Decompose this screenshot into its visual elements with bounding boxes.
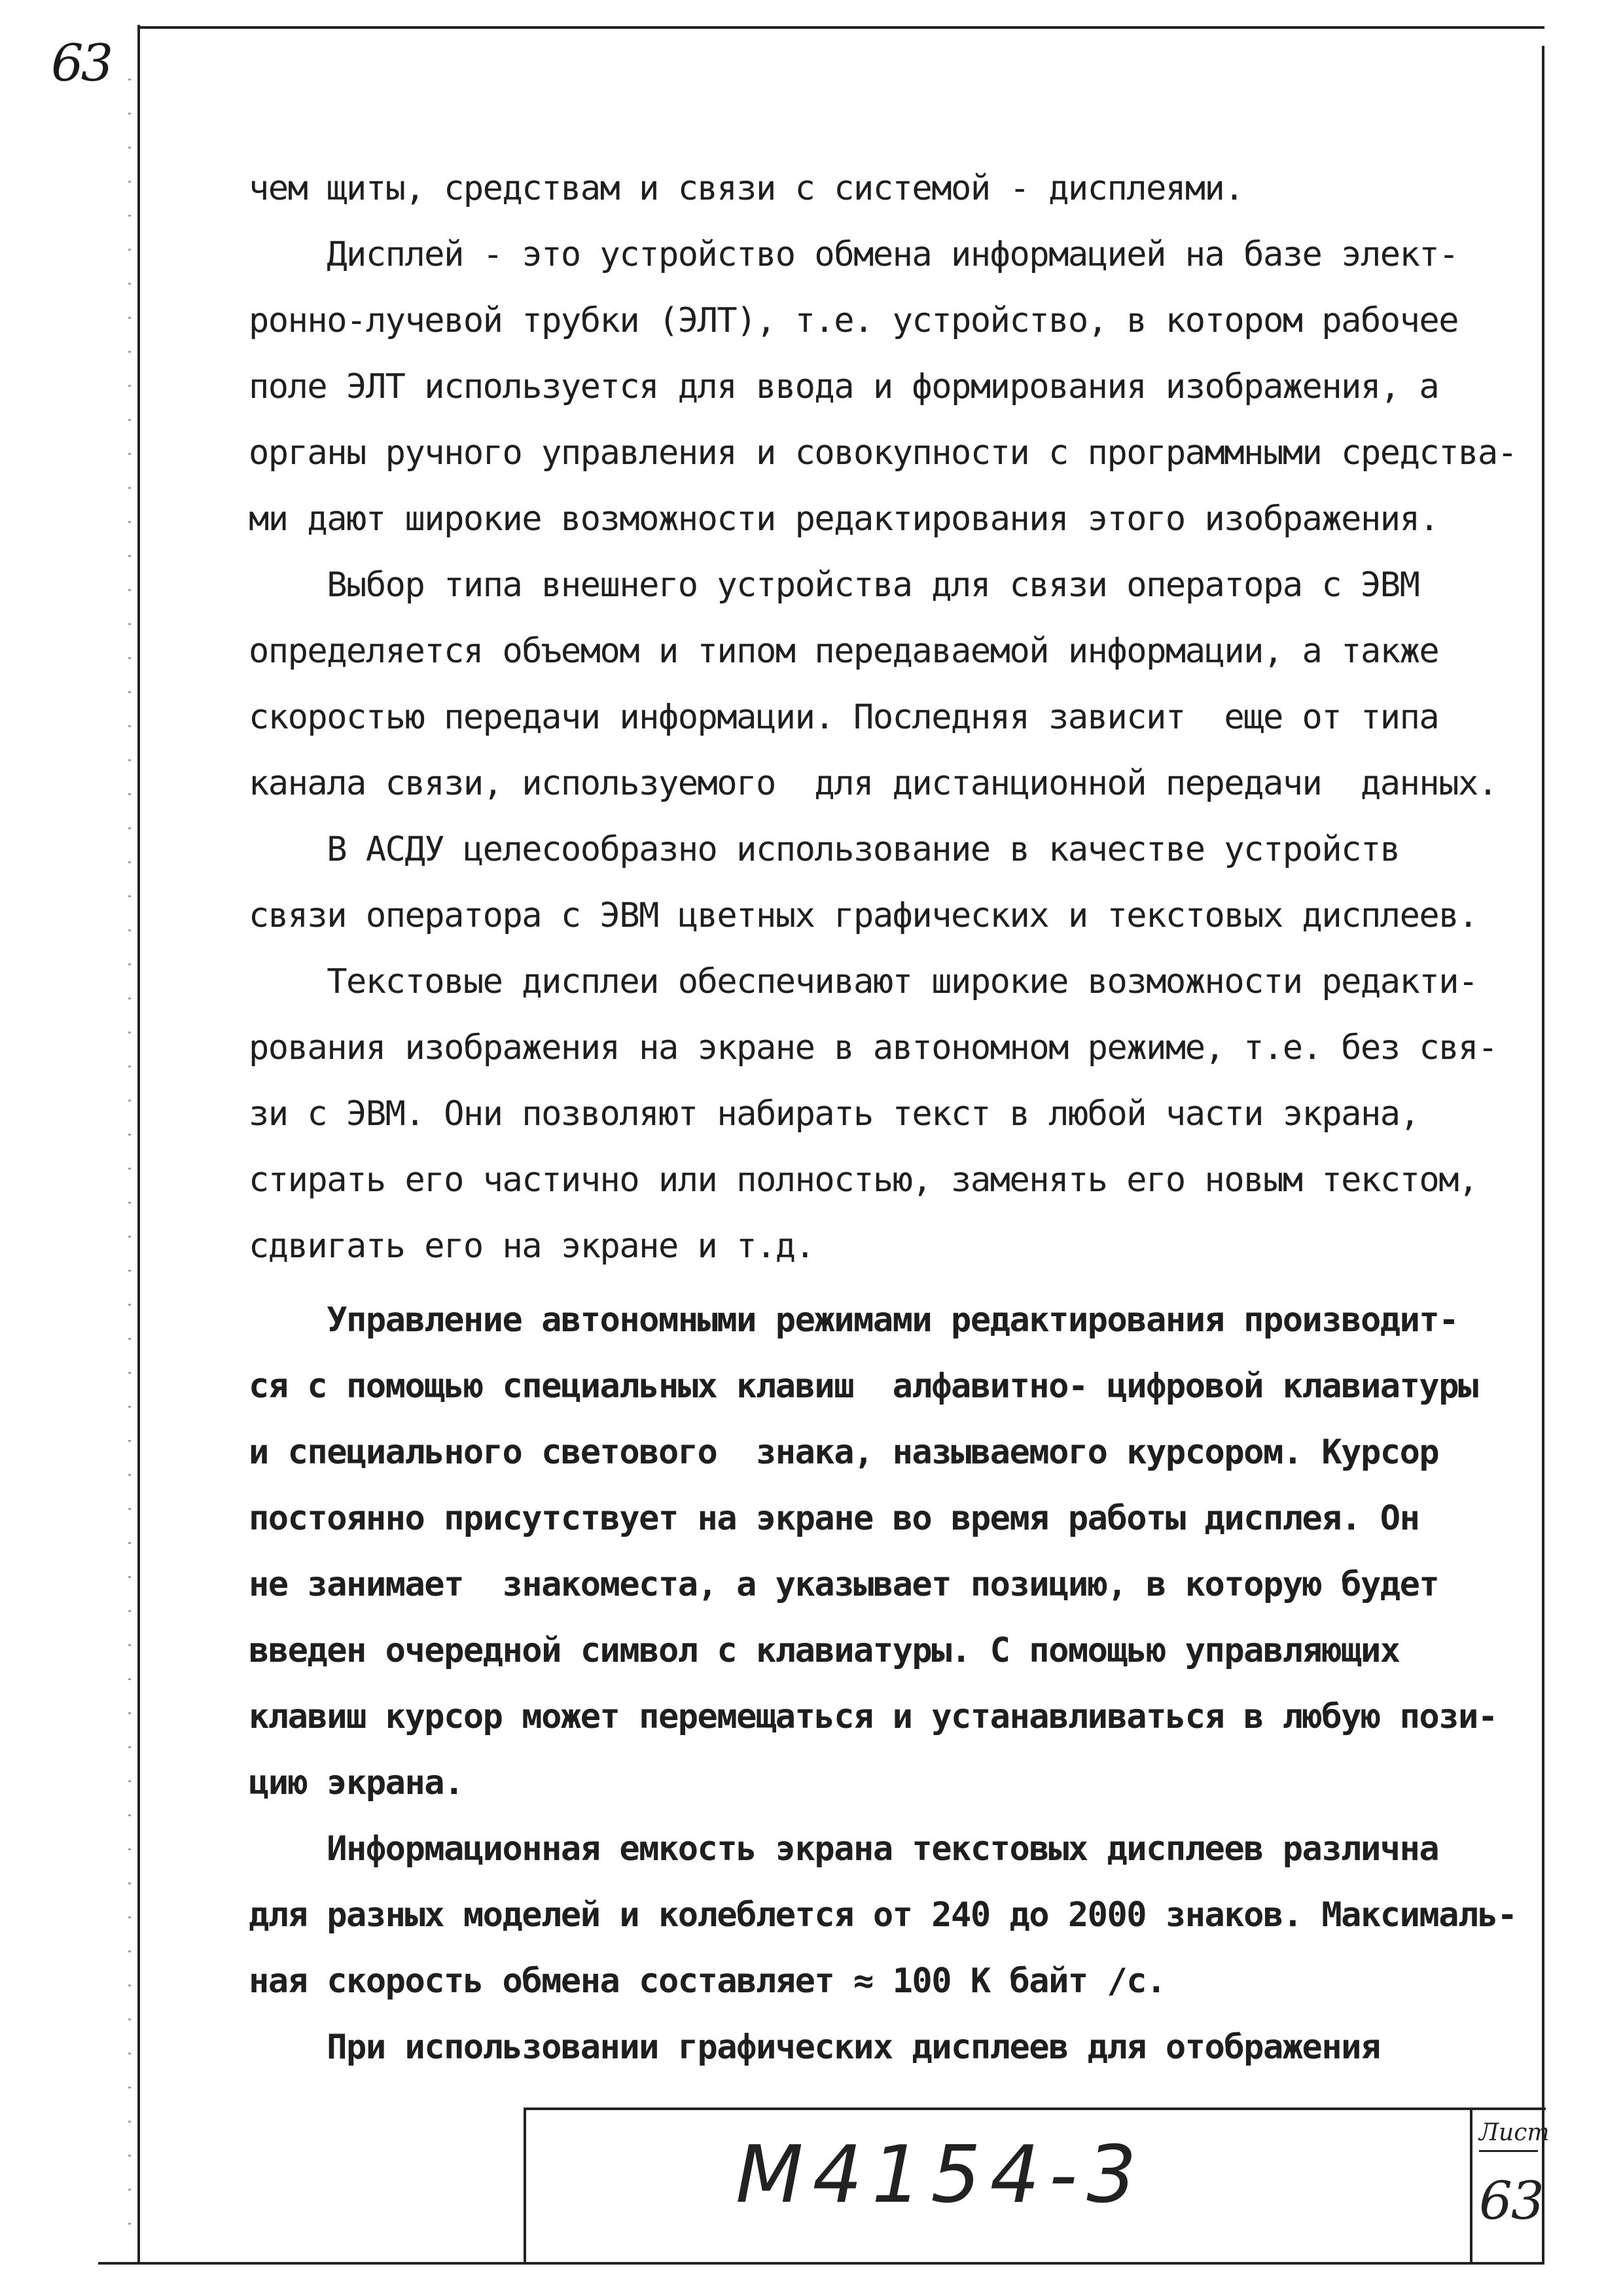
text-line: Выбор типа внешнего устройства для связи оператора с ЭВМ bbox=[249, 565, 1419, 605]
paragraph bbox=[249, 156, 1531, 222]
title-block bbox=[524, 2108, 1550, 2265]
text-line: Дисплей - это устройство обмена информацией на базе элект- bbox=[249, 235, 1459, 274]
text-line: Информационная емкость экрана текстовых дисплеев различна bbox=[249, 1829, 1439, 1869]
text-line: рования изображения на экране в автономном режиме, т.е. без свя- bbox=[249, 1028, 1497, 1067]
text-line: поле ЭЛТ используется для ввода и формирования изображения, а bbox=[249, 367, 1439, 406]
text-line: не занимает знакоместа, а указывает позицию, в которую будет bbox=[249, 1565, 1439, 1604]
text-line: введен очередной символ с клавиатуры. С помощью управляющих bbox=[249, 1631, 1400, 1670]
text-line: Управление автономными режимами редактирования производит- bbox=[249, 1300, 1459, 1340]
text-line: для разных моделей и колеблется от 240 до 2000 знаков. Максималь- bbox=[249, 1895, 1517, 1935]
sheet-number: 63 bbox=[1479, 2170, 1543, 2231]
text-line: ронно-лучевой трубки (ЭЛТ), т.е. устройство, в котором рабочее bbox=[249, 301, 1459, 340]
text-line: связи оператора с ЭВМ цветных графических и текстовых дисплеев. bbox=[249, 896, 1478, 935]
text-line: В АСДУ целесообразно использование в качестве устройств bbox=[249, 830, 1400, 869]
text-line: сдвигать его на экране и т.д. bbox=[249, 1227, 815, 1266]
text-line: постоянно присутствует на экране во время работы дисплея. Он bbox=[249, 1499, 1419, 1538]
text-line: чем щиты, средствам и связи с системой - дисплеями. bbox=[249, 169, 1244, 208]
paragraph bbox=[249, 222, 1531, 552]
binding-marks bbox=[128, 79, 131, 2238]
paragraph bbox=[249, 1287, 1531, 1816]
document-designation: М4154-3 bbox=[736, 2130, 1146, 2221]
text-line: ми дают широкие возможности редактирования этого изображения. bbox=[249, 499, 1439, 539]
paragraph bbox=[249, 2015, 1531, 2081]
frame-left-border bbox=[137, 25, 140, 2263]
paragraph bbox=[249, 552, 1531, 817]
frame-top-border bbox=[137, 26, 1544, 29]
sheet-cell bbox=[1470, 2110, 1550, 2262]
paragraph bbox=[249, 949, 1531, 1280]
text-line: стирать его частично или полностью, заменять его новым текстом, bbox=[249, 1160, 1478, 1200]
text-line: При использовании графических дисплеев для отображения bbox=[249, 2028, 1380, 2067]
text-line: клавиш курсор может перемещаться и устанавливаться в любую пози- bbox=[249, 1697, 1497, 1736]
paragraph bbox=[249, 817, 1531, 949]
text-line: Текстовые дисплеи обеспечивают широкие возможности редакти- bbox=[249, 962, 1478, 1001]
text-line: зи с ЭВМ. Они позволяют набирать текст в любой части экрана, bbox=[249, 1094, 1419, 1134]
handwritten-page-number: 63 bbox=[51, 34, 111, 93]
frame-right-border bbox=[1542, 46, 1544, 2265]
text-line: и специального светового знака, называемого курсором. Курсор bbox=[249, 1433, 1439, 1472]
text-line: ная скорость обмена составляет ≈ 100 К байт /с. bbox=[249, 1962, 1166, 2001]
text-line: ся с помощью специальных клавиш алфавитно- цифровой клавиатуры bbox=[249, 1367, 1478, 1406]
paragraph bbox=[249, 1816, 1531, 2015]
text-line: органы ручного управления и совокупности с программными средства- bbox=[249, 433, 1517, 473]
text-line: цию экрана. bbox=[249, 1763, 463, 1803]
sheet-label: Лист bbox=[1479, 2119, 1538, 2152]
text-line: канала связи, используемого для дистанционной передачи данных. bbox=[249, 764, 1497, 803]
text-line: скоростью передачи информации. Последняя зависит еще от типа bbox=[249, 698, 1439, 737]
document-body bbox=[249, 156, 1531, 2081]
text-line: определяется объемом и типом передаваемой информации, а также bbox=[249, 632, 1439, 671]
